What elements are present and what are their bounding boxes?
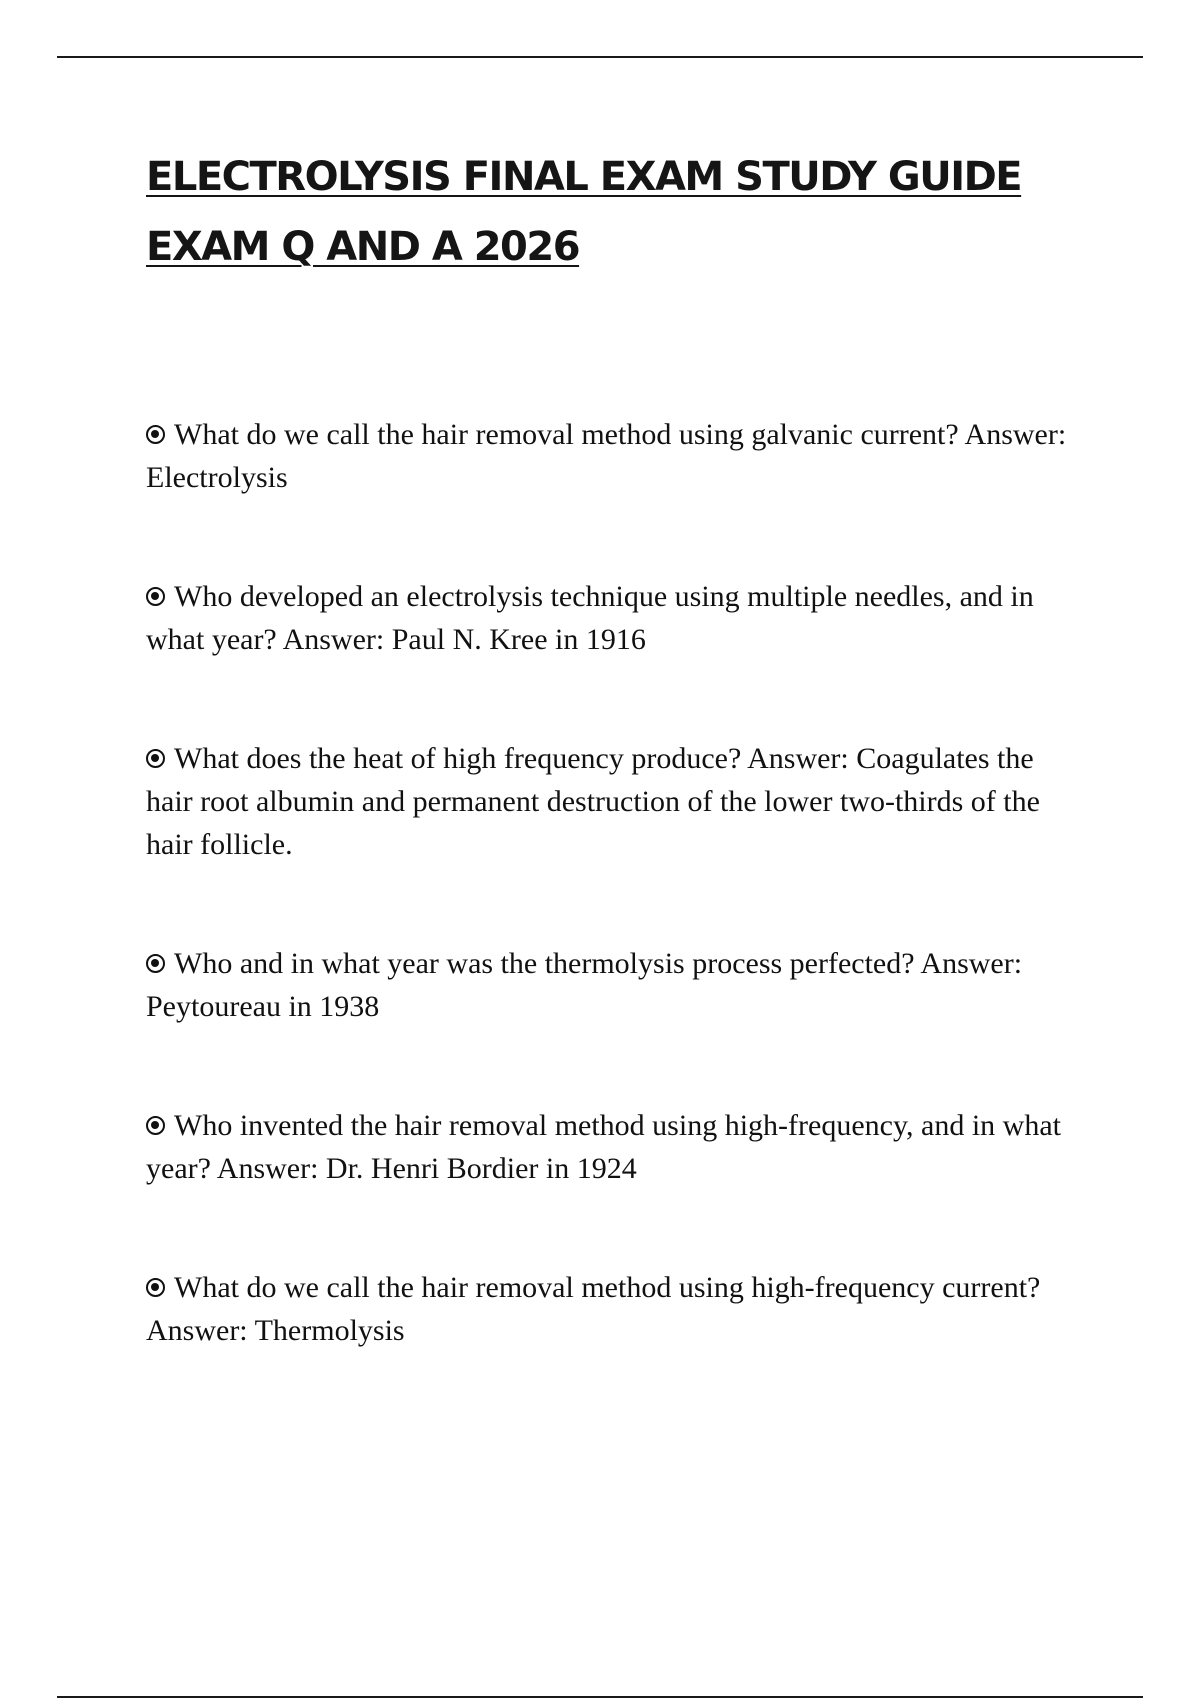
qa-item bbox=[146, 942, 1086, 1028]
qa-text: What do we call the hair removal method using high-frequency current? Answer: Thermolysis bbox=[146, 1271, 1041, 1347]
top-divider bbox=[57, 56, 1143, 58]
qa-item bbox=[146, 575, 1086, 661]
radio-bullet-icon bbox=[146, 587, 165, 606]
qa-item bbox=[146, 413, 1086, 499]
qa-item bbox=[146, 737, 1086, 866]
qa-list bbox=[146, 413, 1086, 1352]
bottom-divider bbox=[57, 1696, 1143, 1698]
title-line-1: ELECTROLYSIS FINAL EXAM STUDY GUIDE bbox=[146, 154, 1022, 200]
qa-text: What does the heat of high frequency produce? Answer: Coagulates the hair root albumin and permanent destruction of the lower two-thirds of the hair follicle. bbox=[146, 742, 1040, 861]
document-title bbox=[146, 142, 1021, 282]
radio-bullet-icon bbox=[146, 425, 165, 444]
radio-bullet-icon bbox=[146, 1116, 165, 1135]
radio-bullet-icon bbox=[146, 954, 165, 973]
title-line-2: EXAM Q AND A 2026 bbox=[146, 224, 580, 270]
radio-bullet-icon bbox=[146, 749, 165, 768]
qa-item bbox=[146, 1266, 1086, 1352]
qa-text: Who and in what year was the thermolysis process perfected? Answer: Peytoureau in 1938 bbox=[146, 947, 1023, 1023]
radio-bullet-icon bbox=[146, 1278, 165, 1297]
qa-text: What do we call the hair removal method using galvanic current? Answer: Electrolysis bbox=[146, 418, 1067, 494]
qa-text: Who invented the hair removal method using high-frequency, and in what year? Answer: Dr. Henri Bordier in 1924 bbox=[146, 1109, 1061, 1185]
qa-text: Who developed an electrolysis technique using multiple needles, and in what year? Answer: Paul N. Kree in 1916 bbox=[146, 580, 1034, 656]
qa-item bbox=[146, 1104, 1086, 1190]
